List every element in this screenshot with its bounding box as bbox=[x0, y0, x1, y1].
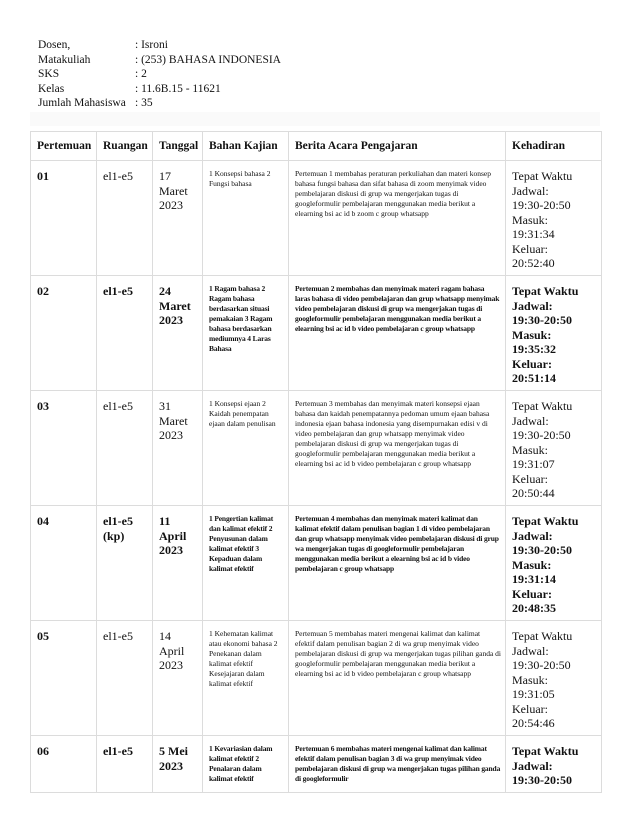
header-description: Berita Acara Pengajaran bbox=[289, 132, 506, 161]
header-attendance: Kehadiran bbox=[506, 132, 602, 161]
check-out-label: Keluar: bbox=[512, 241, 548, 256]
info-label: Kelas bbox=[38, 82, 65, 95]
date: 5 Mei 2023 bbox=[153, 736, 203, 793]
check-in-label: Masuk: bbox=[512, 672, 548, 687]
description: Pertemuan 4 membahas dan menyimak materi kalimat dan kalimat efektif dalam penulisan bagian 1 di video pembelajaran dan grup whatsapp menyimak video pembelajaran diskusi di grup wa mengerjakan tugas di googleformulir pembelajaran menggunakan media berikut a elearning bsi ac id b video pembelajaran c group whatsapp bbox=[289, 506, 506, 621]
attendance-status: Tepat Waktu bbox=[512, 744, 579, 758]
room: el1-e5 bbox=[97, 391, 153, 506]
course-info bbox=[38, 38, 281, 111]
meeting-number: 06 bbox=[31, 736, 97, 793]
check-in-label: Masuk: bbox=[512, 327, 552, 342]
check-out-value: 20:54:46 bbox=[512, 716, 555, 730]
info-value: : (253) BAHASA INDONESIA bbox=[135, 53, 281, 66]
meeting-number: 04 bbox=[31, 506, 97, 621]
info-divider bbox=[30, 112, 600, 126]
info-value: : 11.6B.15 - 11621 bbox=[135, 82, 221, 95]
meeting-number: 02 bbox=[31, 276, 97, 391]
attendance-status: Tepat Waktu bbox=[512, 284, 579, 298]
room: el1-e5 bbox=[97, 736, 153, 793]
check-in-value: 19:31:07 bbox=[512, 457, 555, 471]
header-room: Ruangan bbox=[97, 132, 153, 161]
schedule-value: 19:30-20:50 bbox=[512, 313, 572, 327]
attendance bbox=[506, 391, 602, 506]
check-out-value: 20:52:40 bbox=[512, 256, 555, 270]
check-in-value: 19:35:32 bbox=[512, 342, 556, 356]
check-out-value: 20:50:44 bbox=[512, 486, 555, 500]
attendance-status: Tepat Waktu bbox=[512, 169, 573, 183]
schedule-label: Jadwal: bbox=[512, 643, 549, 658]
table-header-row bbox=[31, 132, 602, 161]
attendance bbox=[506, 736, 602, 793]
info-value: : Isroni bbox=[135, 39, 168, 51]
check-out-label: Keluar: bbox=[512, 356, 552, 371]
info-label: Jumlah Mahasiswa bbox=[38, 97, 126, 109]
info-row-credits bbox=[38, 67, 281, 82]
room: el1-e5 bbox=[97, 621, 153, 736]
check-in-label: Masuk: bbox=[512, 442, 548, 457]
topic: 1 Kevariasian dalam kalimat efektif 2 Penalaran dalam kalimat efektif bbox=[203, 736, 289, 793]
header-meeting: Pertemuan bbox=[31, 132, 97, 161]
description: Pertemuan 1 membahas peraturan perkuliahan dan materi konsep bahasa fungsi bahasa dan sifat bahasa di zoom menyimak video pembelajaran diskusi di grup wa mengerjakan tugas di googleformulir pembelajaran menggunakan media berikut a elearning bsi ac id b zoom c group whatsapp bbox=[289, 161, 506, 276]
schedule-label: Jadwal: bbox=[512, 413, 549, 428]
topic: 1 Konsepsi bahasa 2 Fungsi bahasa bbox=[203, 161, 289, 276]
schedule-value: 19:30-20:50 bbox=[512, 658, 571, 672]
info-label: SKS bbox=[38, 68, 60, 80]
info-label: Matakuliah bbox=[38, 53, 91, 66]
schedule-label: Jadwal: bbox=[512, 528, 553, 543]
topic: 1 Pengertian kalimat dan kalimat efektif 2 Penyusunan dalam kalimat efektif 3 Kepaduan dalam kalimat efektif bbox=[203, 506, 289, 621]
info-row-class bbox=[38, 82, 281, 97]
description: Pertemuan 6 membahas materi mengenai kalimat dan kalimat efektif dalam penulisan bagian 3 di wa grup menyimak video pembelajaran diskusi di grup wa mengerjakan tugas pilihan ganda di googleformulir bbox=[289, 736, 506, 793]
info-row-course bbox=[38, 53, 281, 68]
table-row bbox=[31, 276, 602, 391]
schedule-value: 19:30-20:50 bbox=[512, 773, 572, 787]
schedule-value: 19:30-20:50 bbox=[512, 198, 571, 212]
schedule-label: Jadwal: bbox=[512, 183, 549, 198]
table-row bbox=[31, 621, 602, 736]
check-in-label: Masuk: bbox=[512, 557, 552, 572]
check-in-value: 19:31:05 bbox=[512, 687, 555, 701]
topic: 1 Konsepsi ejaan 2 Kaidah penempatan ejaan dalam penulisan bbox=[203, 391, 289, 506]
check-in-label: Masuk: bbox=[512, 212, 548, 227]
info-value: : 35 bbox=[135, 97, 153, 109]
attendance bbox=[506, 621, 602, 736]
header-topic: Bahan Kajian bbox=[203, 132, 289, 161]
date: 14 April 2023 bbox=[153, 621, 203, 736]
check-out-value: 20:48:35 bbox=[512, 601, 556, 615]
check-out-label: Keluar: bbox=[512, 586, 552, 601]
attendance-table bbox=[30, 131, 602, 793]
date: 31 Maret 2023 bbox=[153, 391, 203, 506]
schedule-label: Jadwal: bbox=[512, 298, 553, 313]
attendance-status: Tepat Waktu bbox=[512, 399, 573, 413]
room: el1-e5 (kp) bbox=[97, 506, 153, 621]
meeting-number: 01 bbox=[31, 161, 97, 276]
attendance-status: Tepat Waktu bbox=[512, 629, 573, 643]
check-in-value: 19:31:14 bbox=[512, 572, 556, 586]
schedule-value: 19:30-20:50 bbox=[512, 428, 571, 442]
description: Pertemuan 2 membahas dan menyimak materi ragam bahasa laras bahasa di video pembelajaran dan grup whatsapp menyimak video pembelajaran diskusi di grup wa mengerjakan tugas di googleformulir pembelajaran menggunakan media berikut a elearning bsi ac id b video pembelajaran c group whatsapp bbox=[289, 276, 506, 391]
info-row-student-count bbox=[38, 96, 281, 111]
meeting-number: 03 bbox=[31, 391, 97, 506]
table-row bbox=[31, 506, 602, 621]
header-date: Tanggal bbox=[153, 132, 203, 161]
table-row bbox=[31, 736, 602, 793]
attendance bbox=[506, 161, 602, 276]
check-out-label: Keluar: bbox=[512, 471, 548, 486]
schedule-value: 19:30-20:50 bbox=[512, 543, 572, 557]
meeting-number: 05 bbox=[31, 621, 97, 736]
date: 17 Maret 2023 bbox=[153, 161, 203, 276]
topic: 1 Kehematan kalimat atau ekonomi bahasa 2 Penekanan dalam kalimat efektif Kesejajaran dalam kalimat efektif bbox=[203, 621, 289, 736]
room: el1-e5 bbox=[97, 161, 153, 276]
date: 24 Maret 2023 bbox=[153, 276, 203, 391]
topic: 1 Ragam bahasa 2 Ragam bahasa berdasarkan situasi pemakaian 3 Ragam bahasa berdasarkan mediumnya 4 Laras Bahasa bbox=[203, 276, 289, 391]
description: Pertemuan 5 membahas materi mengenai kalimat dan kalimat efektif dalam penulisan bagian 2 di wa grup menyimak video pembelajaran diskusi di grup wa mengerjakan tugas pilihan ganda di googleformulir pembelajaran menggunakan media berikut a elearning bsi ac id b video pembelajaran c group whatsapp bbox=[289, 621, 506, 736]
table-row bbox=[31, 391, 602, 506]
schedule-label: Jadwal: bbox=[512, 758, 553, 773]
room: el1-e5 bbox=[97, 276, 153, 391]
description: Pertemuan 3 membahas dan menyimak materi konsepsi ejaan bahasa dan kaidah penempatannya pedoman umum ejaan bahasa indonesia ejaan bahasa indonesia yang disempurnakan edisi v di video pembelajaran dan grup whatsapp menyimak video pembelajaran diskusi di grup wa mengerjakan tugas di googleformulir pembelajaran menggunakan media berikut a elearning bsi ac id b video pembelajaran c group whatsapp bbox=[289, 391, 506, 506]
attendance bbox=[506, 276, 602, 391]
attendance bbox=[506, 506, 602, 621]
check-in-value: 19:31:34 bbox=[512, 227, 555, 241]
info-label: Dosen, bbox=[38, 39, 71, 51]
info-value: : 2 bbox=[135, 68, 147, 80]
date: 11 April 2023 bbox=[153, 506, 203, 621]
attendance-status: Tepat Waktu bbox=[512, 514, 579, 528]
info-row-lecturer bbox=[38, 38, 281, 53]
check-out-label: Keluar: bbox=[512, 701, 548, 716]
check-out-value: 20:51:14 bbox=[512, 371, 556, 385]
table-row bbox=[31, 161, 602, 276]
